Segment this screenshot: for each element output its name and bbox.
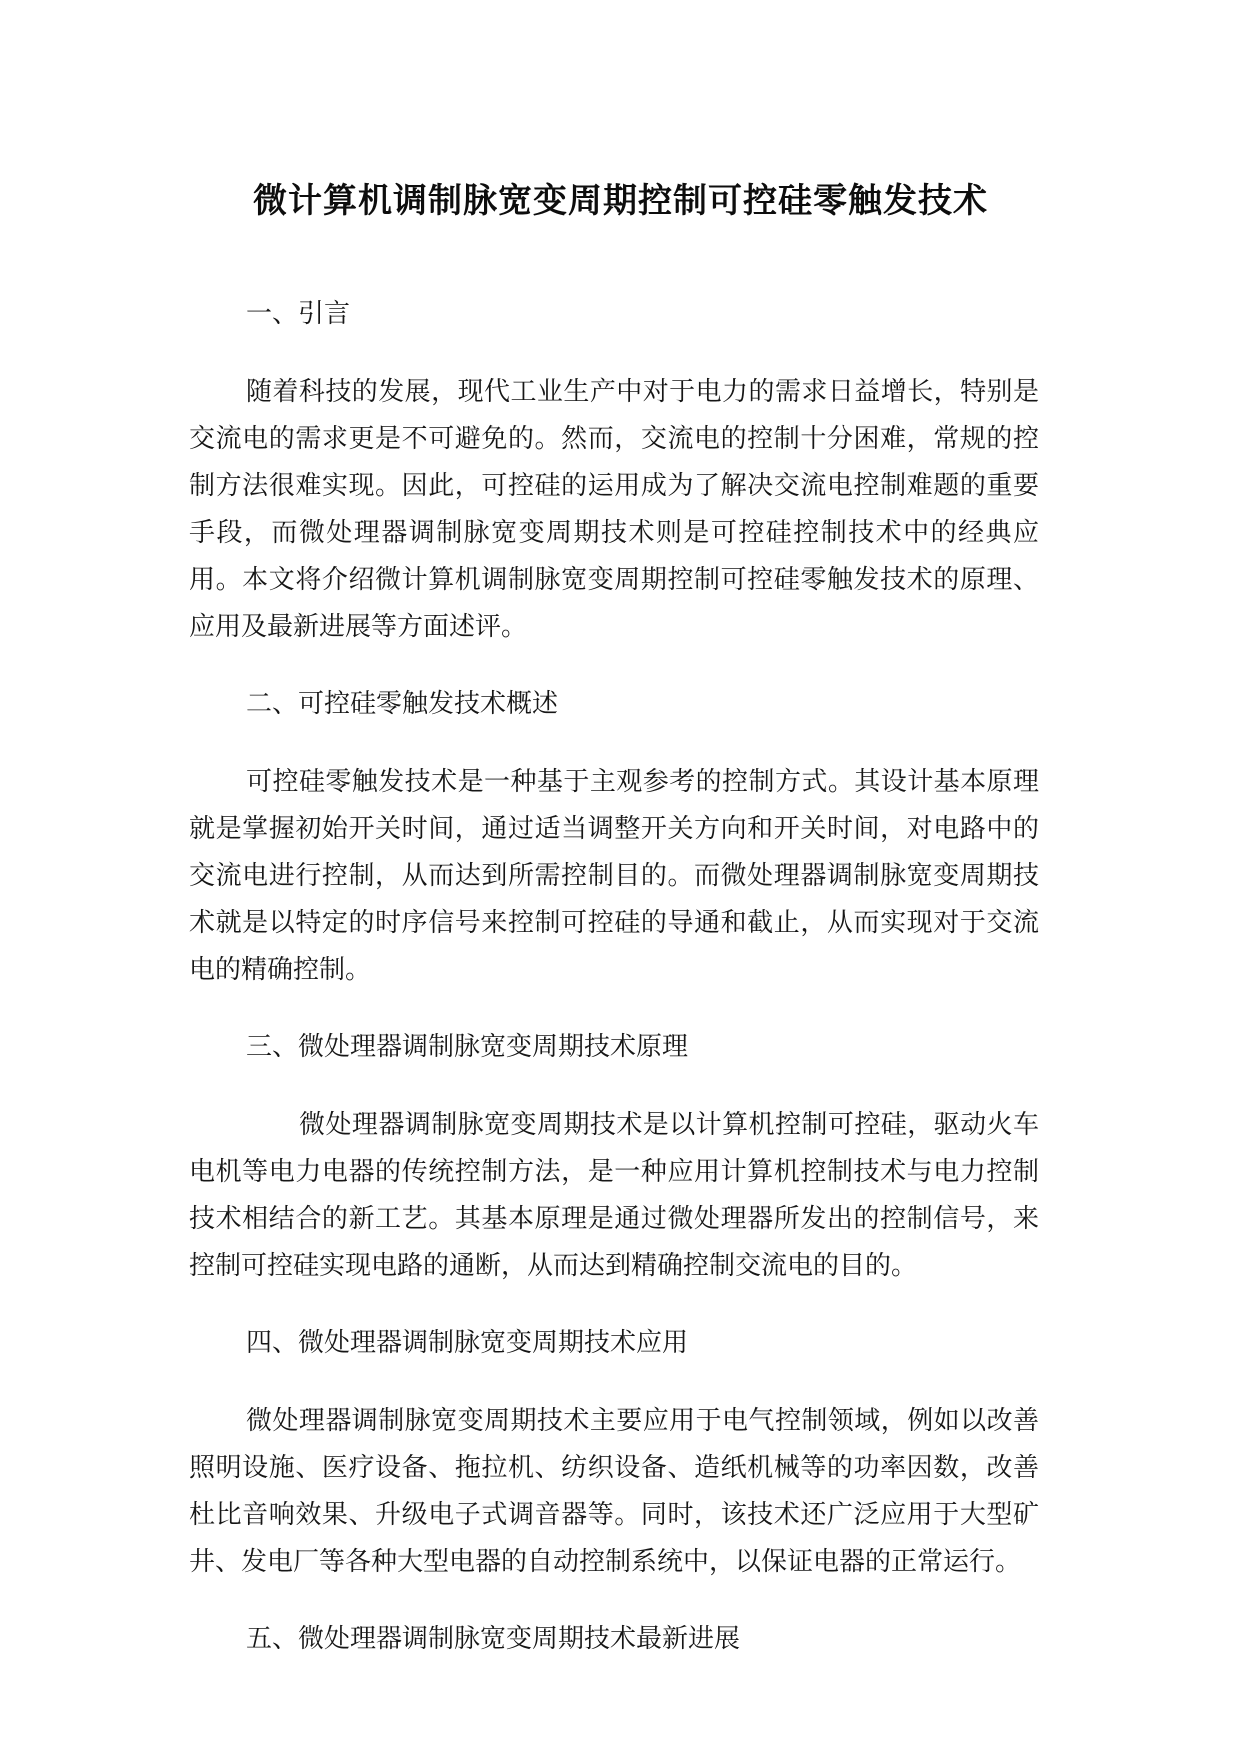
section-paragraph-introduction: 随着科技的发展，现代工业生产中对于电力的需求日益增长，特别是交流电的需求更是不可避免的。然而，交流电的控制十分困难，常规的控制方法很难实现。因此，可控硅的运用成为了解决交流电控制难题的重要手段，而微处理器调制脉宽变周期技术则是可控硅控制技术中的经典应用。本文将介绍微计算机调制脉宽变周期控制可控硅零触发技术的原理、应用及最新进展等方面述评。 [189, 377, 1039, 642]
section-paragraph-application: 微处理器调制脉宽变周期技术主要应用于电气控制领域，例如以改善照明设施、医疗设备、拖拉机、纺织设备、造纸机械等的功率因数，改善杜比音响效果、升级电子式调音器等。同时，该技术还广泛应用于大型矿井、发电厂等各种大型电器的自动控制系统中，以保证电器的正常运行。 [189, 1406, 1039, 1577]
document-title: 微计算机调制脉宽变周期控制可控硅零触发技术 [253, 181, 988, 221]
section-heading-latest-progress: 五、微处理器调制脉宽变周期技术最新进展 [246, 1624, 741, 1654]
section-heading-principle: 三、微处理器调制脉宽变周期技术原理 [246, 1032, 689, 1062]
section-paragraph-overview: 可控硅零触发技术是一种基于主观参考的控制方式。其设计基本原理就是掌握初始开关时间，通过适当调整开关方向和开关时间，对电路中的交流电进行控制，从而达到所需控制目的。而微处理器调制脉宽变周期技术就是以特定的时序信号来控制可控硅的导通和截止，从而实现对于交流电的精确控制。 [189, 767, 1039, 985]
section-heading-application: 四、微处理器调制脉宽变周期技术应用 [246, 1328, 689, 1358]
section-heading-introduction: 一、引言 [246, 299, 351, 329]
document-body [189, 291, 1039, 1663]
section-paragraph-principle: 微处理器调制脉宽变周期技术是以计算机控制可控硅，驱动火车电机等电力电器的传统控制方法，是一种应用计算机控制技术与电力控制技术相结合的新工艺。其基本原理是通过微处理器所发出的控制信号，来控制可控硅实现电路的通断，从而达到精确控制交流电的目的。 [189, 1110, 1039, 1281]
section-heading-overview: 二、可控硅零触发技术概述 [246, 689, 559, 719]
